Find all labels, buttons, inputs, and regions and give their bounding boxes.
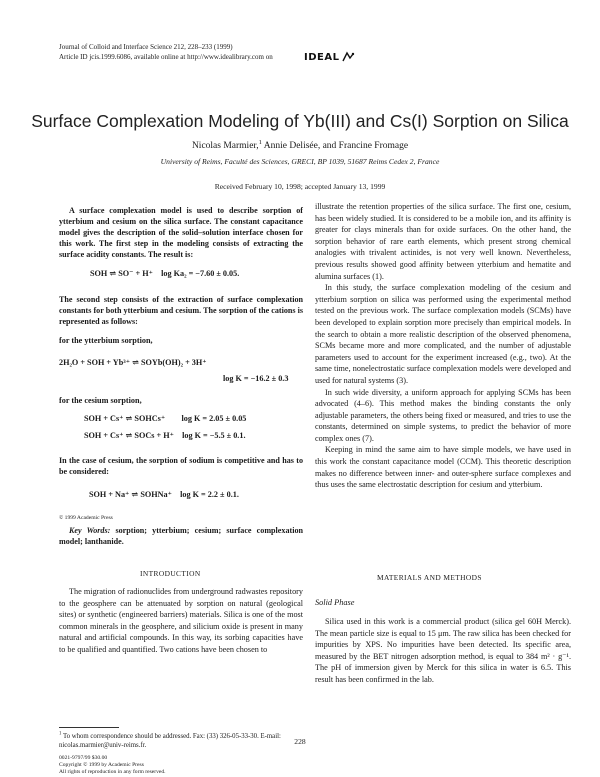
article-id-line: Article ID jcis.1999.6086, available online at http://www.idealibrary.com on (59, 52, 273, 61)
introduction-heading: INTRODUCTION (140, 569, 201, 578)
materials-heading: MATERIALS AND METHODS (377, 573, 482, 582)
publication-info (59, 755, 166, 777)
ideal-logo-text: IDEAL (304, 51, 340, 63)
right-column-body (315, 201, 571, 491)
rights-line: All rights of reproduction in any form reserved. (59, 769, 166, 776)
author-rest: Annie Delisée, and Francine Fromage (261, 141, 409, 151)
journal-header (59, 43, 273, 62)
solid-phase-subheading: Solid Phase (315, 598, 355, 607)
abstract-paragraph-2: The second step consists of the extraction of surface complexation constants for both ytterbium and cesium. The sorption of the cations is represented as follows: (59, 295, 303, 327)
right-paragraph-3: In such wide diversity, a uniform approach for applying SCMs has been advocated (4–6). This method makes the binding constants the only adjustable parameters, the others being fixed or measured, and tries to use the constants, determined on simple systems, to predict the behavior of more complex ones (7). (315, 387, 571, 443)
keywords-label: Key Words: (69, 526, 111, 535)
ideal-logo (304, 51, 355, 63)
equation-cesium-2: SOH + Cs⁺ ⇌ SOCs + H⁺ log K = −5.5 ± 0.1. (84, 431, 246, 440)
equation-ytterbium: 2H₂O + SOH + Yb³⁺ ⇌ SOYb(OH)₂ + 3H⁺ (59, 358, 207, 367)
journal-citation: Journal of Colloid and Interface Science 212, 228–233 (1999) (59, 43, 233, 51)
right-paragraph-1: illustrate the retention properties of the silica surface. The first one, cesium, has been widely studied. It is considered to be a mobile ion, and its affinity is greater for clays minerals than for oxide surfaces. On the other hand, the sorption behavior of rare earth elements, which present strong chemical analogies with trivalent actinides, is not very well known. Nevertheless, previous results showed good affinity between ytterbium and hematite and alumina surfaces (1). (315, 202, 571, 281)
author-list (0, 138, 600, 151)
affiliation: University of Reims, Faculté des Sciences, GRECI, BP 1039, 51687 Reims Cedex 2, France (160, 157, 440, 166)
solid-phase-text: Silica used in this work is a commercial product (silica gel 60H Merck). The mean particle size is equal to 15 μm. The raw silica has been checked for impurities by XPS. No impurities have been detected. Its specific area, measured by the BET nitrogen adsorption method, is equal to 384 m² · g⁻¹. The pH of immersion given by Merck for this silica in water is 6.5. This result has been confirmed in the lab. (315, 617, 571, 684)
ytterbium-label: for the ytterbium sorption, (59, 336, 153, 345)
article-title: Surface Complexation Modeling of Yb(III) and Cs(I) Sorption on Silica (31, 111, 569, 131)
footnote-rule (59, 727, 119, 728)
ideal-logo-mark-icon (341, 51, 355, 63)
author-footnote-mark: 1 (258, 138, 262, 146)
cesium-label: for the cesium sorption, (59, 396, 142, 405)
right-paragraph-2: In this study, the surface complexation modeling of the cesium and ytterbium sorption on silica was performed using the experimental method tested on the previous work. The surface complexation models (SCMs) have been developed to explain sorption more precisely than empirical models. In the search to obtain a more realistic description of the observed phenomena, SCMs became more and more complicated, and the number of adjustable parameters used to account for the experiment increased (e.g., two). At the same time, nonelectrostatic surface complexation models were developed and used for natural systems (3). (315, 283, 571, 385)
keywords (59, 525, 303, 547)
abstract-copyright: © 1999 Academic Press (59, 515, 113, 521)
footnote-mark: 1 (59, 731, 62, 737)
copyright-line: Copyright © 1999 by Academic Press (59, 762, 144, 769)
equation-acidity: SOH ⇌ SO⁻ + H⁺ log Ka₂ = −7.60 ± 0.05. (90, 269, 240, 278)
footnote-text: To whom correspondence should be addressed. Fax: (33) 326-05-33-30. E-mail: nicolas.marmier@univ-reims.fr. (59, 733, 281, 749)
equation-sodium: SOH + Na⁺ ⇌ SOHNa⁺ log K = 2.2 ± 0.1. (89, 490, 239, 499)
right-paragraph-4: Keeping in mind the same aim to have simple models, we have used in this work the constant capacitance model (CCM). This theoretic description makes no difference between inner- and outer-sphere surface complexes and thus uses the same electrostatic description for cesium and ytterbium. (315, 445, 571, 490)
equation-cesium-1: SOH + Cs⁺ ⇌ SOHCs⁺ log K = 2.05 ± 0.05 (84, 414, 247, 423)
received-dates: Received February 10, 1998; accepted January 13, 1999 (214, 182, 386, 191)
author-first: Nicolas Marmier, (191, 141, 259, 151)
page-number: 228 (294, 737, 306, 746)
introduction-text: The migration of radionuclides from underground radwastes repository to the geosphere can be attenuated by sorption on natural (geological sites) or synthetic (engineered barriers) materials. Silica is one of the most common minerals in the geosphere, and silicium oxide is present in many natural and artificial compounds. In this way, its sorbing capacities have to be qualified and quantified. Two cations have been chosen to (59, 587, 303, 654)
issn-price: 0021-9797/99 $30.00 (59, 755, 108, 761)
abstract-paragraph-1: A surface complexation model is used to describe sorption of ytterbium and cesium on the silica surface. The constant capacitance model gives the description of the solid–solution interface chosen for this work. The first step in the modeling consists of extracting the surface acidity constants. The result is: (59, 206, 303, 260)
equation-ytterbium-logk: log K = −16.2 ± 0.3 (223, 374, 289, 383)
keywords-text: sorption; ytterbium; cesium; surface complexation model; lanthanide. (59, 526, 303, 547)
abstract-paragraph-3: In the case of cesium, the sorption of sodium is competitive and has to be considered: (59, 456, 303, 477)
